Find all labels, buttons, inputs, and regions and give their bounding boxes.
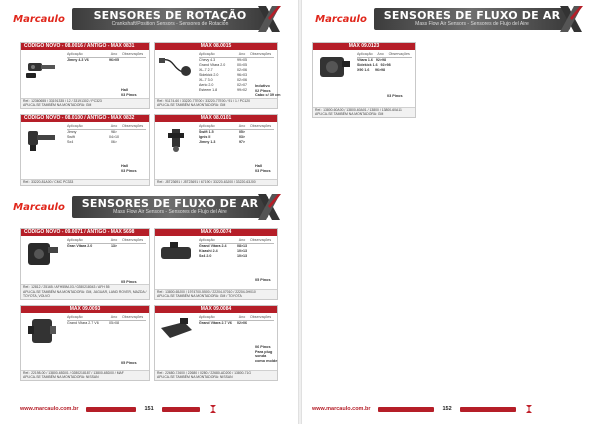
product-code: MAX 08.0015: [155, 43, 277, 50]
table-row: Grand Vitara 2.7 V6 02>06: [199, 321, 248, 325]
sensor-photo: [158, 316, 196, 346]
product-card-090071[interactable]: [20, 228, 150, 300]
product-note: 05 Pinos: [121, 280, 137, 284]
table-row: Grand Vitara 2.4 08>13: [199, 244, 248, 248]
product-code: MAX 09.0093: [21, 306, 149, 313]
section-title-bar: [72, 196, 268, 218]
table-row: Esteem 1.8 99>02: [199, 88, 248, 92]
x-brand-icon: [558, 4, 584, 34]
application-table: Aplicação Ano Observações Grand Vitara 2.7 V6 05>08: [67, 315, 146, 326]
page-footer: [20, 402, 278, 416]
table-row: Jimny 1.3 97>: [199, 140, 246, 144]
section-subtitle: Mass Flow Air Sensors - Sensores de Flujo del Aire: [415, 21, 529, 27]
catalog-page-left: [0, 0, 298, 424]
product-code: MAX 09.0074: [155, 229, 277, 236]
suzuki-logo-icon: [208, 404, 218, 414]
section-header-rotation: [10, 6, 288, 32]
product-note: Hall 03 Pinos: [121, 88, 137, 97]
section-header-air-flow: [10, 194, 288, 220]
product-ref: Ref.: 22198-00 / 13800-65D01 / 0280218187 / 13800-65D00 / MAF APLICA-SE TAMBÉM NA MONTADORA: NISSAN: [21, 370, 149, 380]
table-row: Sx4 06>: [67, 140, 118, 144]
table-row: Gran Vitara 2.0 13>: [67, 244, 118, 248]
section-title: SENSORES DE FLUXO DE AR: [383, 9, 561, 22]
table-row: XL-7 3.0 02>06: [199, 78, 248, 82]
brand-logo: Marcaulo: [13, 13, 65, 25]
table-row: Grand Vitara 2.7 V6 05>08: [67, 321, 120, 325]
table-row: Sx4 2.0 10>13: [199, 254, 248, 258]
sensor-photo: [158, 239, 196, 269]
product-note: 05 Pinos: [255, 278, 271, 282]
table-row: Jimny 98>: [67, 130, 118, 134]
table-row: Ignis II 03>: [199, 135, 246, 139]
product-card-090123[interactable]: [312, 42, 416, 118]
product-code: MAX 09.0123: [313, 43, 415, 50]
product-ref: Ref.: 12812 / 25165 / AFH55M-03 / 0280218043 / AFH 55 APLICA-SE TAMBÉM NA MONTADORA: GM, JAGUAR, LAND ROVER, MAZDA / TOYOTA, VOLVO: [21, 284, 149, 299]
table-row: Vitara 1.6 92>98: [357, 58, 386, 62]
brand-logo: Marcaulo: [315, 13, 367, 25]
section-title: SENSORES DE FLUXO DE AR: [81, 197, 259, 210]
product-card-090074[interactable]: [154, 228, 278, 300]
section-title-bar: [72, 8, 268, 30]
product-ref: Ref.: 91174-60 / 33220-77E00 / 33220-77E00 / 91 / 1 / PC120 APLICA-SE TAMBÉM NA MONTADORA: GM: [155, 98, 277, 108]
product-card-090084[interactable]: [154, 305, 278, 381]
page-footer: [312, 402, 590, 416]
footer-bar: [460, 407, 516, 412]
product-note: 06 Pinos Para plug sonda como molde: [255, 345, 278, 363]
product-ref: Ref.: 13800-60A00 / 13800-60A01 / 13800 / 13800-60A11 APLICA-SE TAMBÉM NA MONTADORA: GM: [313, 107, 415, 117]
table-row: XL-7 2.7 02>06: [199, 68, 248, 72]
product-note: Hall 03 Pinos: [255, 164, 271, 173]
sensor-photo: [316, 53, 354, 83]
product-card-090093[interactable]: [20, 305, 150, 381]
sensor-photo: [24, 316, 62, 346]
product-card-080016[interactable]: [20, 42, 150, 109]
table-row: X90 1.6 96>98: [357, 68, 386, 72]
product-ref: Ref.: J5T23691 / J5T23691 / 67190 / 33220-63J00 / 33220-63J00: [155, 179, 277, 185]
product-ref: Ref.: 33220-81A00 / CMC PC333: [21, 179, 149, 185]
table-row: Chevy 4.3 99>05: [199, 58, 248, 62]
sensor-photo: [158, 53, 196, 83]
section-subtitle: Mass Flow Air Sensors - Sensores de Flujo del Aire: [113, 209, 227, 215]
product-code: MAX 08.0101: [155, 115, 277, 122]
table-row: Grand Vitara 2.0 00>05: [199, 63, 248, 67]
x-brand-icon: [256, 192, 282, 222]
application-table: Aplicação Ano Observações Grand Vitara 2.4 08>13 Kizashi 2.4 10>13 Sx4 2.0 10>13: [199, 238, 274, 259]
sensor-photo: [24, 239, 62, 269]
website-link[interactable]: www.marcaulo.com.br: [20, 406, 79, 412]
application-table: Aplicação Ano Observações Jimny 4.3 V6 96>05: [67, 52, 146, 63]
product-code: MAX 09.0084: [155, 306, 277, 313]
product-card-080100[interactable]: [20, 114, 150, 186]
product-card-080015[interactable]: [154, 42, 281, 109]
website-link[interactable]: www.marcaulo.com.br: [312, 406, 371, 412]
sensor-photo: [158, 125, 196, 155]
brand-logo: Marcaulo: [13, 201, 65, 213]
product-code: CÓDIGO NOVO - 08.0100 / ANTIGO - MAX 0832: [21, 115, 149, 122]
product-code: CÓDIGO NOVO - 09.0071 / ANTIGO - MAX 5698: [21, 229, 149, 236]
product-card-080101[interactable]: [154, 114, 278, 186]
table-row: Aerio 2.0 02>07: [199, 83, 248, 87]
table-row: Sidekick 1.6 92>98: [357, 63, 391, 67]
sensor-photo: [24, 53, 62, 83]
product-ref: Ref.: 13800-65J00 / 1974700-5500 / 22204-07010 / 22204-0H010 APLICA-SE TAMBÉM NA MONTADORA: GM / TOYOTA: [155, 289, 277, 299]
page-number: 151: [144, 406, 154, 412]
table-row: Swift 1.5 05>: [199, 130, 246, 134]
catalog-page-right: [302, 0, 600, 424]
application-table: Aplicação Ano Observações Grand Vitara 2.7 V6 02>06: [199, 315, 274, 326]
product-code: CÓDIGO NOVO - 08.0016 / ANTIGO - MAX 0831: [21, 43, 149, 50]
section-title: SENSORES DE ROTAÇÃO: [93, 9, 247, 22]
section-header-air-flow: [312, 6, 590, 32]
application-table: Aplicação Ano Observações Vitara 1.6 92>98 Sidekick 1.6 92>98 X90 1.6 96>98: [357, 52, 412, 73]
table-row: Jimny 4.3 V6 96>05: [67, 58, 120, 62]
product-note: 05 Pinos: [121, 361, 137, 365]
footer-bar: [162, 407, 200, 412]
application-table: Aplicação Ano Observações Gran Vitara 2.0 13>: [67, 238, 146, 249]
sensor-photo: [24, 125, 62, 155]
table-row: Sidekick 2.0 96>03: [199, 73, 248, 77]
product-note: Indutivo 02 Pinos Cabo c/ 39 cm: [255, 84, 281, 98]
table-row: Kizashi 2.4 10>13: [199, 249, 248, 253]
application-table: Aplicação Ano Observações Swift 1.5 05> Ignis II 03> Jimny 1.3 97>: [199, 124, 274, 145]
application-table: Aplicação Ano Observações Chevy 4.3 99>05 Grand Vitara 2.0 00>05 XL-7 2.7 02>06 Sidekick 2.0 96>03 XL-7 3.0 02>06 Aerio 2.0 02>07 Esteem 1.8 99>02: [199, 52, 274, 93]
product-ref: Ref.: 22680-7J600 / 22680 / 0280 / 22680-AD200 / 13800-71G APLICA-SE TAMBÉM NA MONTADORA: NISSAN: [155, 370, 277, 380]
product-ref: Ref.: 12360655 / 33191335 / 12 / 33191302 / PC323 APLICA-SE TAMBÉM NA MONTADORA: GM: [21, 98, 149, 108]
section-subtitle: Crankshaft/Position Sensors - Sensores de Rotación: [111, 21, 229, 27]
product-note: 03 Pinos: [387, 94, 403, 98]
section-title-bar: [374, 8, 570, 30]
suzuki-logo-icon: [524, 404, 534, 414]
page-number: 152: [442, 406, 452, 412]
table-row: Swift 04>10: [67, 135, 120, 139]
footer-bar: [86, 407, 136, 412]
x-brand-icon: [256, 4, 282, 34]
application-table: Aplicação Ano Observações Jimny 98> Swift 04>10 Sx4 06>: [67, 124, 146, 145]
product-note: Hall 03 Pinos: [121, 164, 137, 173]
footer-bar: [378, 407, 434, 412]
